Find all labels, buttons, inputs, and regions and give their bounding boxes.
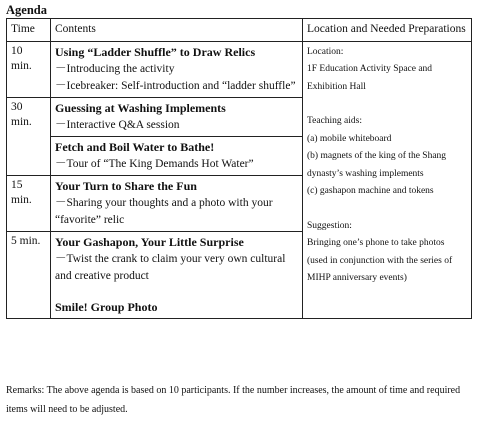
header-contents: Contents [51, 19, 303, 42]
activity-heading: Your Gashapon, Your Little Surprise [55, 234, 244, 249]
suggestion-text: Bringing one’s phone to take photos (used in conjunction with the series of MIHP anniversary events) [307, 238, 453, 283]
activity-detail: －Sharing your thoughts and a photo with your “favorite” relic [55, 196, 273, 226]
contents-cell [51, 41, 303, 97]
activity-heading: Fetch and Boil Water to Bathe! [55, 139, 215, 154]
activity-heading: Smile! Group Photo [55, 299, 158, 314]
location-place: 1F Education Activity Space and Exhibition Hall [307, 64, 433, 92]
header-row [7, 19, 472, 42]
contents-cell [51, 175, 303, 231]
time-cell: 5 min. [7, 231, 51, 318]
header-time: Time [7, 19, 51, 42]
time-cell: 10 min. [7, 41, 51, 97]
teaching-aids-label: Teaching aids: [307, 116, 362, 126]
location-cell [303, 41, 472, 318]
table-row [7, 41, 472, 97]
activity-heading: Guessing at Washing Implements [55, 100, 226, 115]
teaching-aid-item: (a) mobile whiteboard [307, 133, 392, 144]
remarks-note: Remarks: The above agenda is based on 10 participants. If the number increases, the amount of time and required items will need to be adjusted. [6, 385, 461, 415]
contents-cell [51, 136, 303, 175]
activity-heading: Your Turn to Share the Fun [55, 178, 197, 193]
activity-heading: Using “Ladder Shuffle” to Draw Relics [55, 44, 256, 59]
activity-detail: －Icebreaker: Self-introduction and “ladder shuffle” [55, 79, 296, 92]
time-cell: 30 min. [7, 97, 51, 175]
activity-detail: －Introducing the activity [55, 62, 175, 75]
agenda-title: Agenda [6, 3, 47, 17]
activity-detail: －Interactive Q&A session [55, 118, 180, 131]
location-label: Location: [307, 46, 344, 57]
contents-cell [51, 231, 303, 318]
time-cell: 15 min. [7, 175, 51, 231]
activity-detail: －Tour of “The King Demands Hot Water” [55, 157, 254, 170]
teaching-aid-item: (b) magnets of the king of the Shang dynasty’s washing implements [307, 151, 447, 179]
agenda-table [6, 18, 472, 319]
suggestion-label: Suggestion: [307, 220, 352, 231]
header-location: Location and Needed Preparations [303, 19, 472, 42]
contents-cell [51, 97, 303, 136]
activity-detail: －Twist the crank to claim your very own cultural and creative product [55, 252, 286, 282]
teaching-aid-item: (c) gashapon machine and tokens [307, 186, 434, 196]
